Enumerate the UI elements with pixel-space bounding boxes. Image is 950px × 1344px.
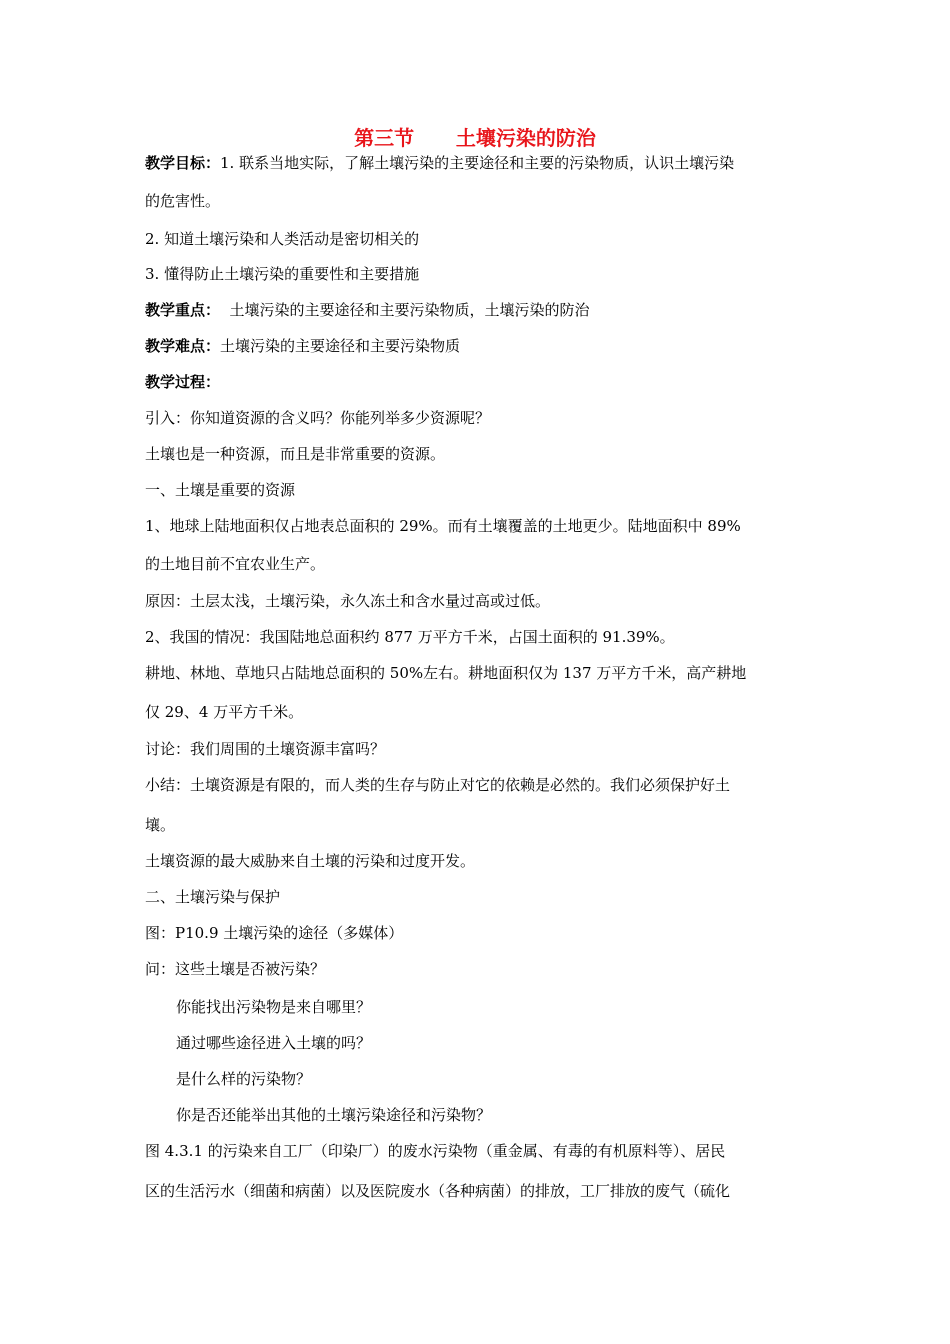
section-heading: 二、土壤污染与保护 (145, 888, 281, 906)
body-line: 问：这些土壤是否被污染？ (145, 960, 326, 978)
body-line: 土壤也是一种资源，而且是非常重要的资源。 (145, 445, 446, 463)
page-title: 第三节 土壤污染的防治 (354, 126, 596, 150)
goals-text-1: 1. 联系当地实际，了解土壤污染的主要途径和主要的污染物质，认识土壤污染 (220, 154, 735, 172)
body-line: 耕地、林地、草地只占陆地总面积的 50%左右。耕地面积仅为 137 万平方千米，高产耕地 (145, 664, 747, 682)
question-line: 你能找出污染物是来自哪里？ (176, 998, 372, 1016)
body-line: 土壤资源的最大威胁来自土壤的污染和过度开发。 (145, 852, 476, 870)
key-points-label: 教学重点： (145, 301, 221, 319)
key-points-line (145, 299, 590, 321)
goals-line-2: 2. 知道土壤污染和人类活动是密切相关的 (145, 230, 420, 248)
goals-line-1b: 的危害性。 (145, 192, 221, 210)
body-line: 引入：你知道资源的含义吗？你能列举多少资源呢？ (145, 409, 491, 427)
difficulties-line (145, 335, 460, 357)
body-line: 区的生活污水（细菌和病菌）以及医院废水（各种病菌）的排放，工厂排放的废气（硫化 (145, 1182, 731, 1200)
body-line: 讨论：我们周围的土壤资源丰富吗？ (145, 740, 386, 758)
difficulties-label: 教学难点： (145, 337, 221, 355)
body-line: 图：P10.9 土壤污染的途径（多媒体） (145, 924, 404, 942)
body-line: 小结：土壤资源是有限的，而人类的生存与防止对它的依赖是必然的。我们必须保护好土 (145, 776, 731, 794)
body-line: 2、我国的情况：我国陆地总面积约 877 万平方千米，占国土面积的 91.39%。 (145, 628, 675, 646)
body-line: 图 4.3.1 的污染来自工厂（印染厂）的废水污染物（重金属、有毒的有机原料等）、居民 (145, 1142, 726, 1160)
key-points-text: 土壤污染的主要途径和主要污染物质，土壤污染的防治 (220, 301, 590, 319)
body-line: 壤。 (145, 816, 176, 834)
question-line: 通过哪些途径进入土壤的吗？ (176, 1034, 372, 1052)
body-line: 1、地球上陆地面积仅占地表总面积的 29%。而有土壤覆盖的土地更少。陆地面积中 89% (145, 517, 741, 535)
section-heading: 一、土壤是重要的资源 (145, 481, 296, 499)
question-line: 你是否还能举出其他的土壤污染途径和污染物？ (176, 1106, 492, 1124)
body-line: 原因：土层太浅，土壤污染，永久冻土和含水量过高或过低。 (145, 592, 551, 610)
goals-line-3: 3. 懂得防止土壤污染的重要性和主要措施 (145, 265, 420, 283)
question-line: 是什么样的污染物？ (176, 1070, 312, 1088)
difficulties-text: 土壤污染的主要途径和主要污染物质 (220, 337, 461, 355)
process-label: 教学过程： (145, 373, 221, 391)
body-line: 仅 29、4 万平方千米。 (145, 703, 304, 721)
body-line: 的土地目前不宜农业生产。 (145, 555, 326, 573)
goals-label: 教学目标： (145, 154, 221, 172)
goals-line-1 (145, 152, 734, 174)
